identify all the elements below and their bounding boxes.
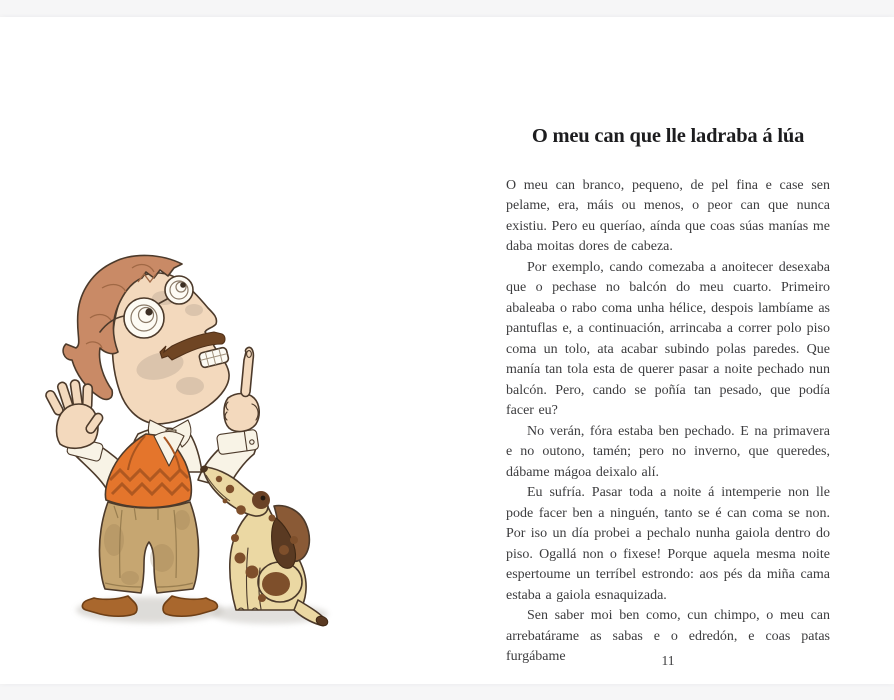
dog-eye (261, 496, 266, 501)
story-paragraph: Por exemplo, cando comezaba a anoitecer desexaba que o pechase no balcón do meu cuarto. Primeiro abaleaba o rabo coma unha hélice, despois lambíame as pantuflas e, a continuación, arrincaba a correr polo piso coma un tolo, ata acabar subindo polas paredes. Que manía tan tola esta de querer pasar a noite pechado nun balcón. Pero, cando se poñía tan pesado, que podía facer eu? (506, 259, 830, 419)
story-paragraph: Eu sufría. Pasar toda a noite á intemperie non lle pode facer ben a ninguén, tanto se é can coma se non. Por iso un día probei a pechalo nunha gaiola dentro do piso. Ogallá non o fixese! Porque aquela mesma noite espertoume un terríbel estrondo: aos pés da miña cama estaba a gaiola esnaquizada. (506, 485, 830, 603)
page-number: 11 (661, 653, 675, 668)
story-illustration (42, 248, 342, 643)
man-and-dog-illustration (42, 248, 342, 643)
dog-eye-patch (252, 491, 270, 509)
story-paragraph: No verán, fóra estaba ben pechado. E na primavera e no outono, tamén; pero no inverno, que queredes, dábame mágoa deixalo alí. (506, 423, 830, 480)
book-page (0, 17, 894, 684)
story-paragraph: Sen saber moi ben como, cun chimpo, o meu can arrebatárame as sabas e o edredón, e coas patas furgábame (506, 608, 830, 665)
chapter-title: O meu can que lle ladraba á lúa (531, 125, 805, 147)
man-vest (105, 432, 191, 508)
man-pants (99, 502, 198, 593)
man-illustration (44, 255, 259, 616)
story-paragraph: O meu can branco, pequeno, de pel fina e case sen pelame, era, máis ou menos, o peor can que nunca existiu. Pero eu queríao, aínda que coas súas manías me daba moitas dores de cabeza. (506, 177, 830, 255)
story-text-column (506, 125, 830, 668)
dog-illustration (199, 464, 330, 628)
